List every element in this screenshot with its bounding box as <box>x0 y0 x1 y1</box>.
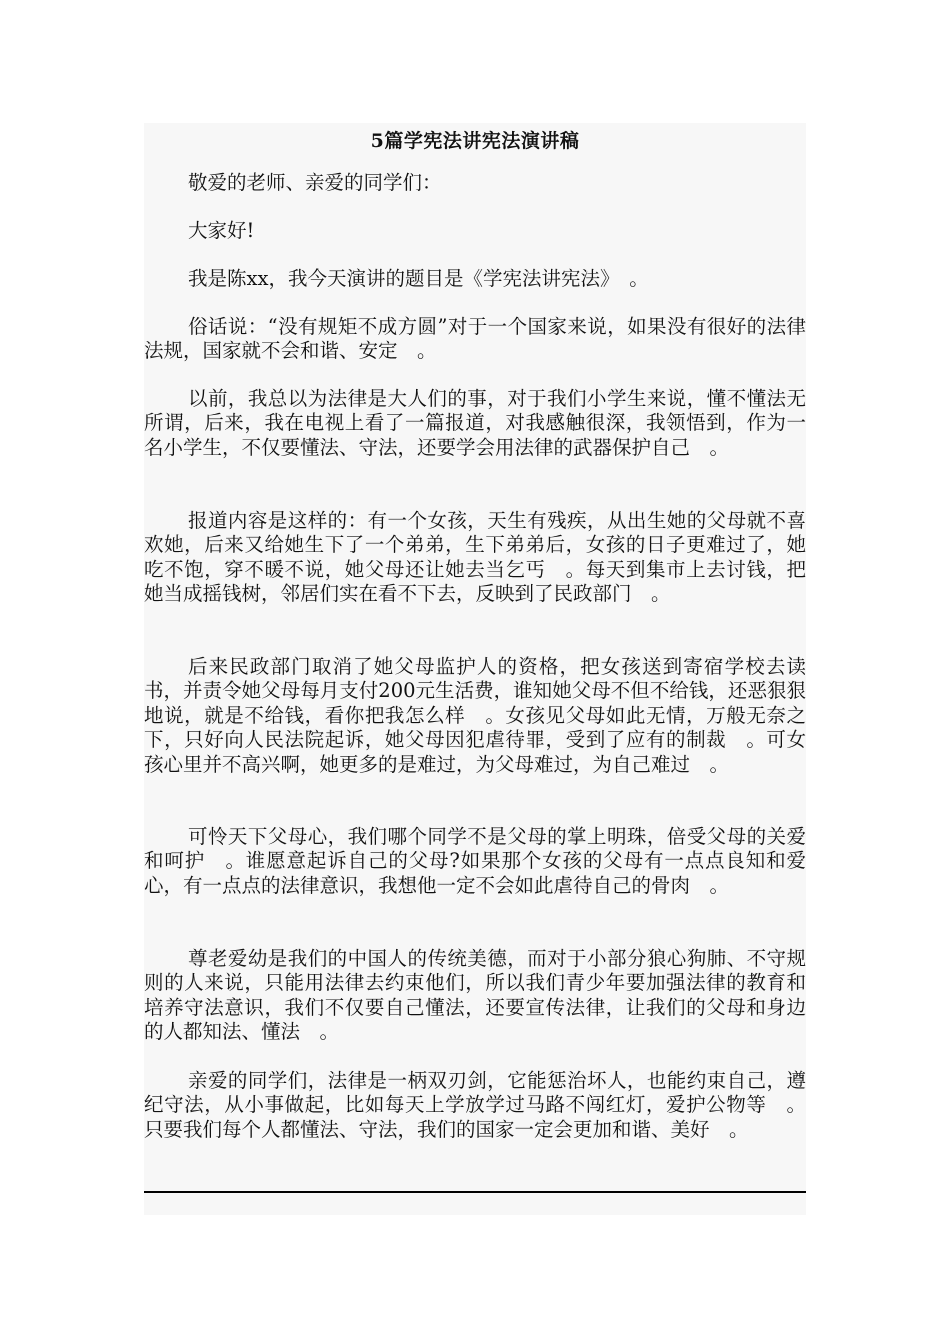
paragraph-tradition: 尊老爱幼是我们的中国人的传统美德，而对于小部分狼心狗肺、不守规则的人来说，只能用法律去约束他们，所以我们青少年要加强法律的教育和培养守法意识，我们不仅要自己懂法，还要宣传法律，让我们的父母和身边的人都知法、懂法 。 <box>144 947 806 1044</box>
paragraph-civil-affairs: 后来民政部门取消了她父母监护人的资格，把女孩送到寄宿学校去读书，并责令她父母每月支付200元生活费，谁知她父母不但不给钱，还恶狠狠地说，就是不给钱，看你把我怎么样 。女孩见父母如此无情，万般无奈之下，只好向人民法院起诉，她父母因犯虐待罪，受到了应有的制裁 。可女孩心里并不高兴啊，她更多的是难过，为父母难过，为自己难过 。 <box>144 655 806 776</box>
paragraph-closing: 亲爱的同学们，法律是一柄双刃剑，它能惩治坏人，也能约束自己，遵纪守法，从小事做起，比如每天上学放学过马路不闯红灯，爱护公物等 。只要我们每个人都懂法、守法，我们的国家一定会更加和谐、美好 。 <box>144 1069 806 1141</box>
paragraph-greeting: 敬爱的老师、亲爱的同学们： <box>188 171 442 194</box>
paragraph-intro: 我是陈xx，我今天演讲的题目是《学宪法讲宪法》 。 <box>188 267 649 290</box>
document-title: 5篇学宪法讲宪法演讲稿 <box>370 130 580 152</box>
document-page <box>144 123 806 1215</box>
paragraph-proverb: 俗话说：“没有规矩不成方圆”对于一个国家来说，如果没有很好的法律法规，国家就不会和谐、安定 。 <box>144 315 806 363</box>
paragraph-report: 报道内容是这样的：有一个女孩，天生有残疾，从出生她的父母就不喜欢她，后来又给她生下了一个弟弟，生下弟弟后，女孩的日子更难过了，她吃不饱，穿不暖不说，她父母还让她去当乞丐 。每天到集市上去讨钱，把她当成摇钱树，邻居们实在看不下去，反映到了民政部门 。 <box>144 509 806 606</box>
paragraph-hello: 大家好! <box>188 219 255 242</box>
bottom-rule <box>144 1191 806 1193</box>
paragraph-past-thoughts: 以前，我总以为法律是大人们的事，对于我们小学生来说，懂不懂法无所谓，后来，我在电视上看了一篇报道，对我感触很深，我领悟到，作为一名小学生，不仅要懂法、守法，还要学会用法律的武器保护自己 。 <box>144 387 806 459</box>
paragraph-parents-love: 可怜天下父母心，我们哪个同学不是父母的掌上明珠，倍受父母的关爱和呵护 。谁愿意起诉自己的父母?如果那个女孩的父母有一点点良知和爱心，有一点点的法律意识，我想他一定不会如此虐待自己的骨肉 。 <box>144 825 806 897</box>
